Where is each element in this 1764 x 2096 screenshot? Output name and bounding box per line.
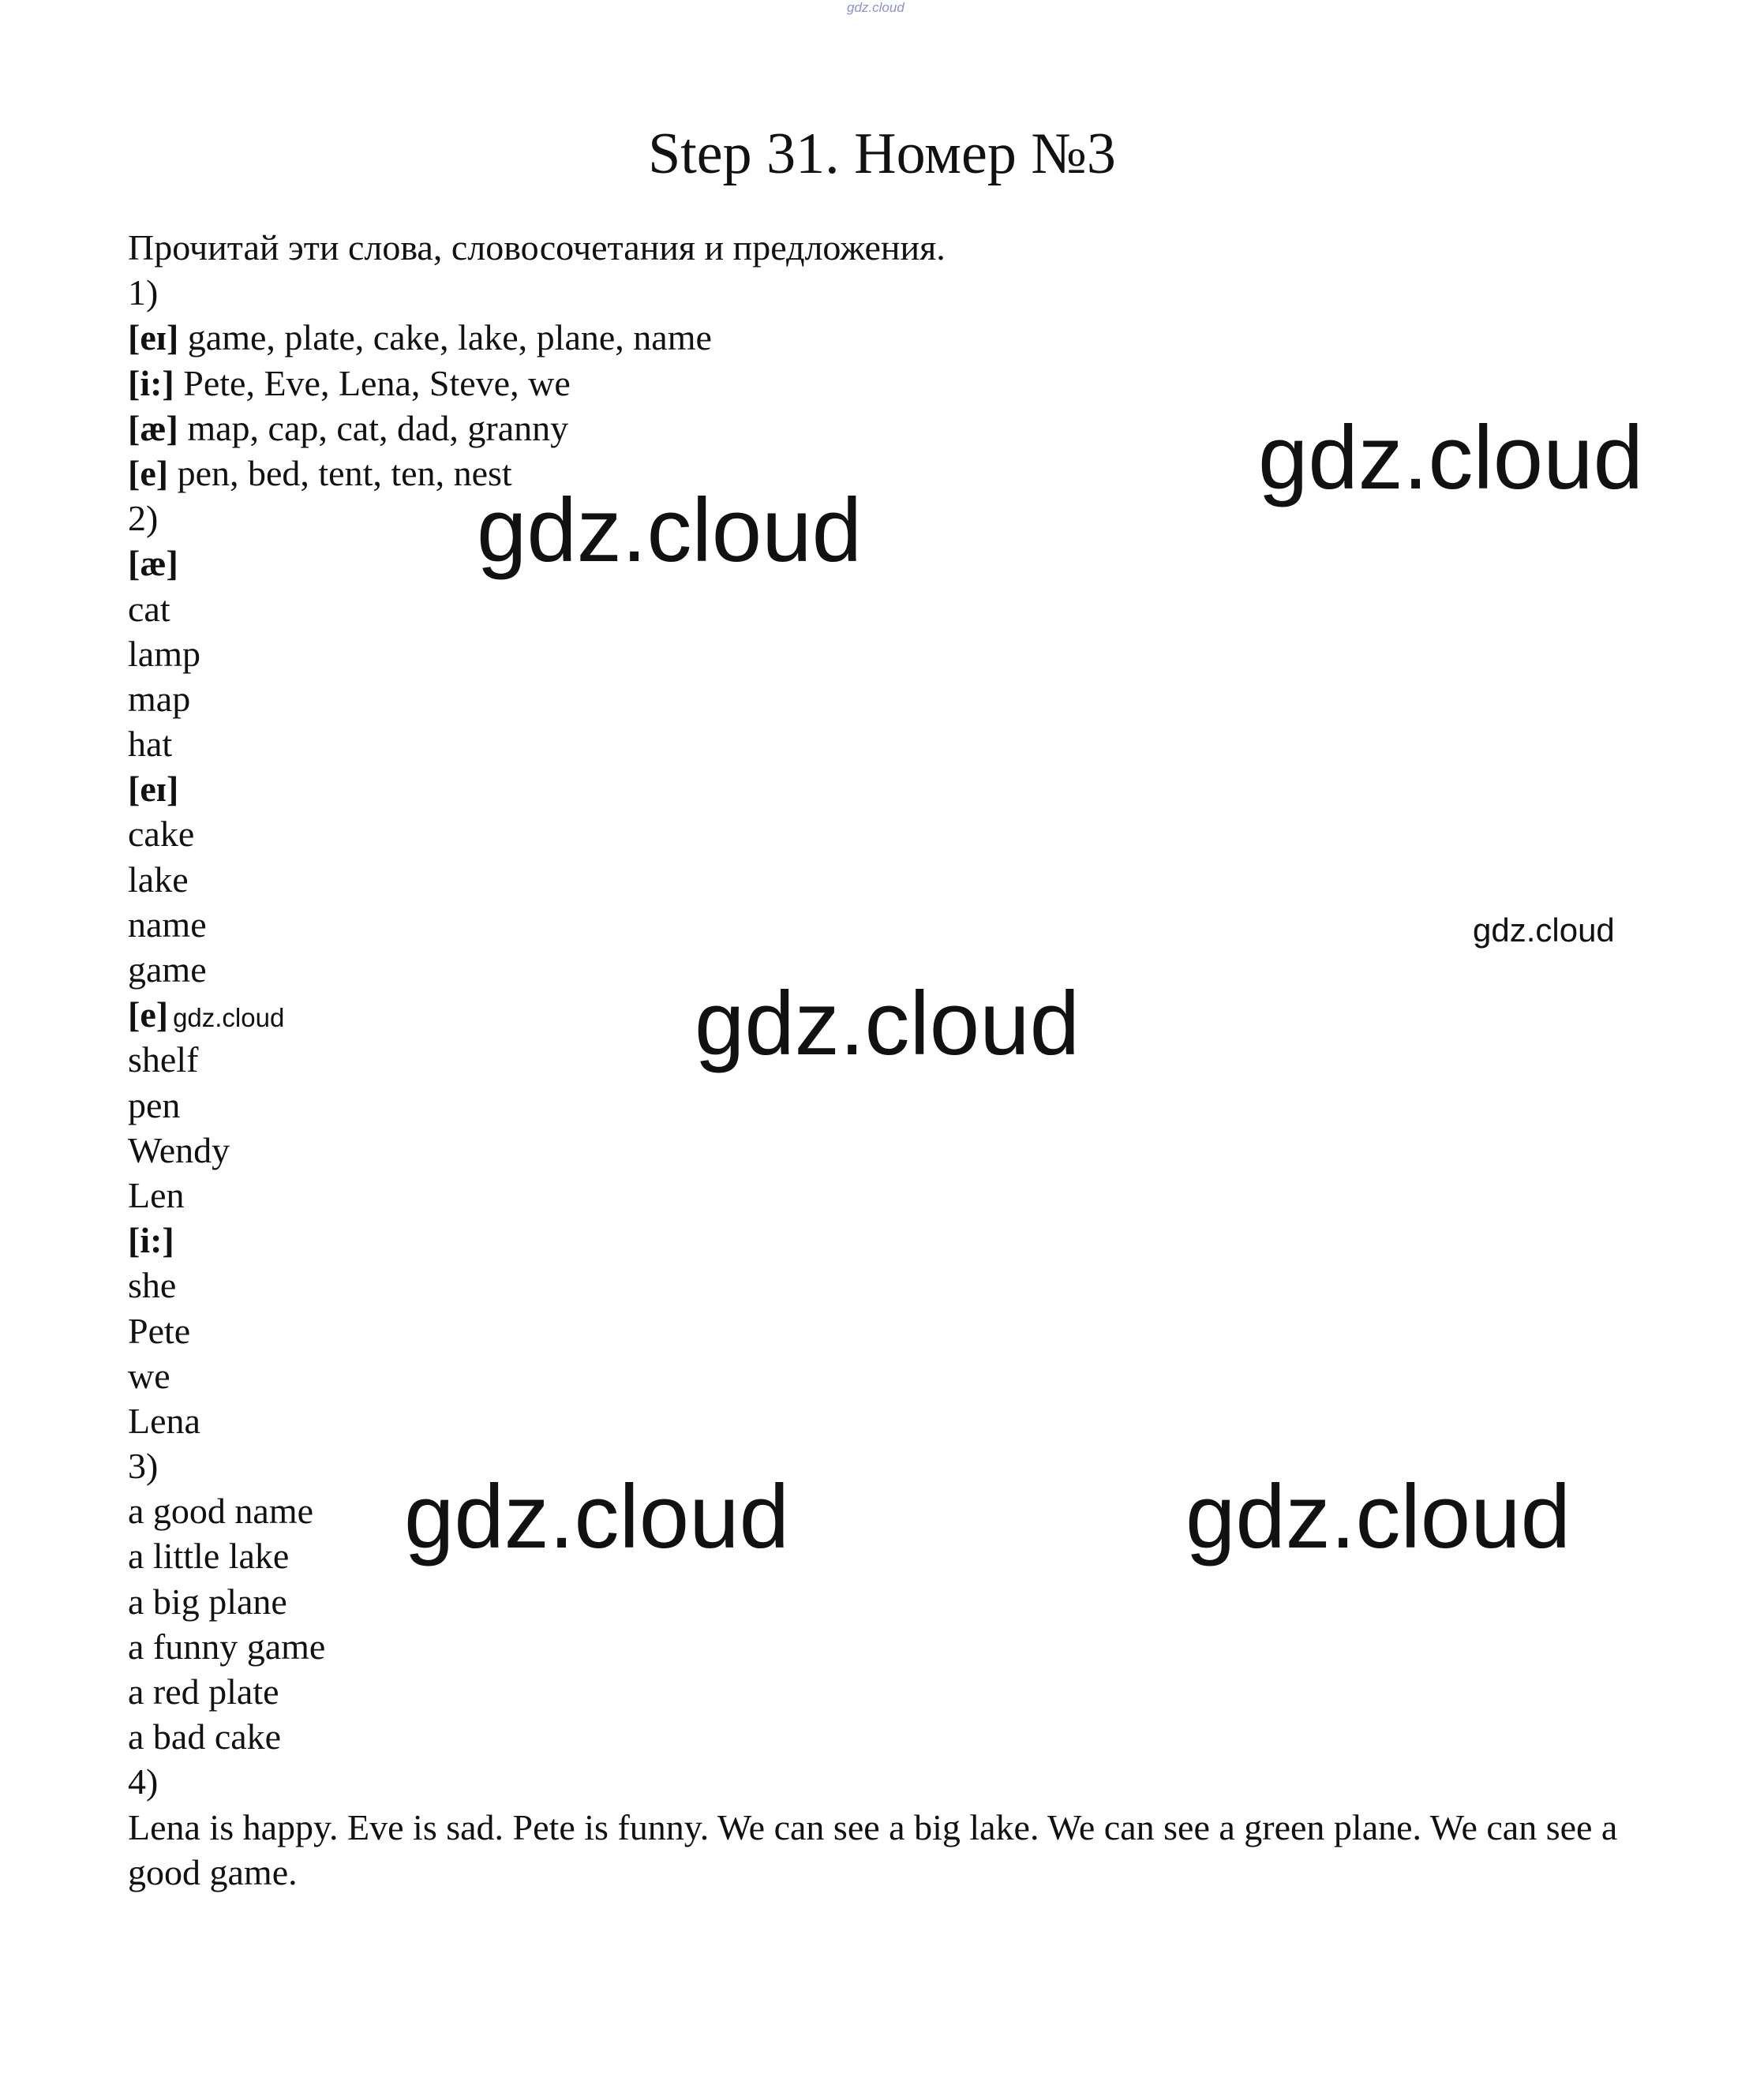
word-list: pen, bed, tent, ten, nest: [177, 452, 512, 493]
list-item: Len: [128, 1174, 185, 1215]
list-item: map: [128, 678, 191, 719]
word-list: map, cap, cat, dad, granny: [187, 407, 569, 448]
list-item: a funny game: [128, 1626, 326, 1667]
list-item: cake: [128, 814, 195, 855]
page-title: Step 31. Номер №3: [648, 122, 1116, 186]
instruction-text: Прочитай эти слова, словосочетания и предложения.: [128, 227, 946, 268]
list-item: pen: [128, 1084, 181, 1125]
list-item: cat: [128, 588, 170, 629]
list-item: a big plane: [128, 1581, 287, 1622]
list-item: Pete: [128, 1310, 191, 1351]
section-1-row: [128, 361, 1651, 406]
list-item: name: [128, 904, 207, 945]
section-2-label: 2): [128, 498, 159, 539]
inline-watermark: gdz.cloud: [173, 1003, 285, 1033]
list-item: a red plate: [128, 1671, 279, 1712]
watermark: gdz.cloud: [695, 974, 1080, 1074]
watermark: gdz.cloud: [404, 1467, 790, 1567]
group-heading: [e]: [128, 994, 169, 1035]
section-3-label: 3): [128, 1446, 159, 1487]
group-heading: [i:]: [128, 1220, 174, 1261]
list-item: lamp: [128, 633, 200, 674]
list-item: hat: [128, 724, 173, 765]
list-item: lake: [128, 859, 189, 900]
list-item: shelf: [128, 1039, 199, 1080]
watermark: gdz.cloud: [477, 481, 863, 581]
watermark: gdz.cloud: [1185, 1467, 1571, 1567]
list-item: game: [128, 949, 207, 990]
word-list: game, plate, cake, lake, plane, name: [187, 317, 712, 358]
word-list: Pete, Eve, Lena, Steve, we: [183, 362, 571, 403]
top-watermark: gdz.cloud: [847, 0, 904, 15]
list-item: a little lake: [128, 1536, 290, 1577]
list-item: she: [128, 1265, 177, 1306]
list-item: a good name: [128, 1491, 314, 1532]
list-item: Lena: [128, 1400, 200, 1441]
list-item: we: [128, 1355, 170, 1396]
list-item: a bad cake: [128, 1716, 282, 1757]
watermark: gdz.cloud: [1258, 408, 1644, 508]
watermark: gdz.cloud: [1473, 911, 1615, 949]
ipa-symbol: [eɪ]: [128, 317, 179, 358]
list-item: Wendy: [128, 1129, 230, 1170]
section-4-paragraph: Lena is happy. Eve is sad. Pete is funny. We can see a big lake. We can see a green plane. We can see a good game.: [128, 1806, 1618, 1892]
group-heading: [æ]: [128, 543, 178, 584]
section-1-row: [128, 315, 1651, 360]
section-1-label: 1): [128, 272, 159, 313]
ipa-symbol: [æ]: [128, 407, 178, 448]
ipa-symbol: [e]: [128, 452, 169, 493]
ipa-symbol: [i:]: [128, 362, 174, 403]
section-4-label: 4): [128, 1761, 159, 1802]
group-heading: [eɪ]: [128, 769, 179, 810]
